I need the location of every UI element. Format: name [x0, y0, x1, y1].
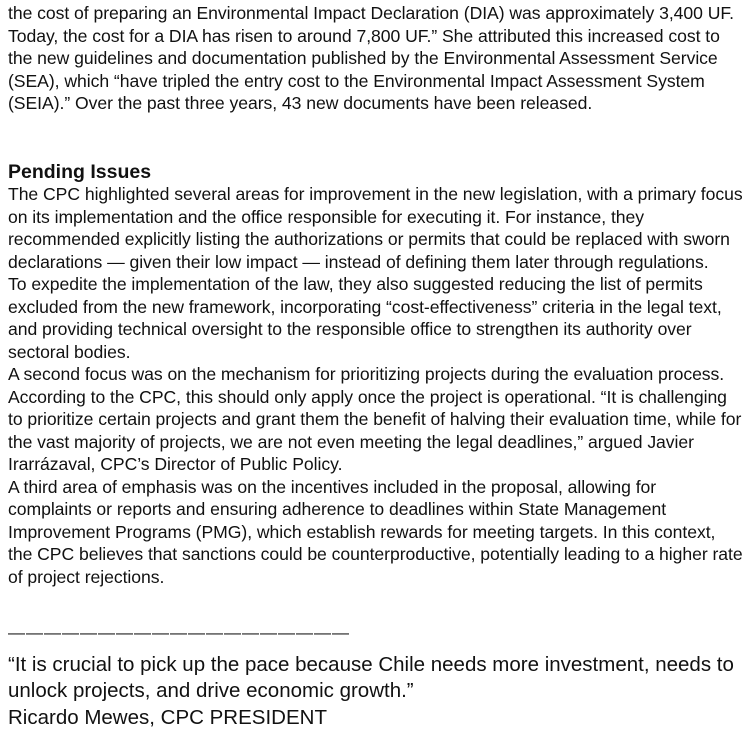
body-paragraph-2: To expedite the implementation of the law, they also suggested reducing the list of permits excluded from the new framework, incorporating “cost-effectiveness” criteria in the legal text, and providing technical oversight to the responsible office to strengthen its authority over sectoral bodies. [8, 274, 722, 362]
section-body [8, 183, 743, 588]
pull-quote-text: “It is crucial to pick up the pace because Chile needs more investment, needs to unlock projects, and drive economic growth.” [8, 653, 734, 702]
body-paragraph-1: The CPC highlighted several areas for improvement in the new legislation, with a primary focus on its implementation and the office responsible for executing it. For instance, they recommended explicitly listing the authorizations or permits that could be replaced with sworn declarations — given their low impact — instead of defining them later through regulations. [8, 184, 743, 272]
section-heading: Pending Issues [8, 161, 152, 183]
body-paragraph-4: A third area of emphasis was on the incentives included in the proposal, allowing for complaints or reports and ensuring adherence to deadlines within State Management Improvement Programs (PMG), which establish rewards for meeting targets. In this context, the CPC believes that sanctions could be counterproductive, potentially leading to a higher rate of project rejections. [8, 476, 743, 587]
body-paragraph-3: A second focus was on the mechanism for prioritizing projects during the evaluation process. According to the CPC, this should only apply once the project is operational. “It is challenging to prioritize certain projects and grant them the benefit of halving their evaluation time, while for the vast majority of projects, we are not even meeting the legal deadlines,” argued Javier Irarrázaval, CPC’s Director of Public Policy. [8, 364, 742, 474]
quote-divider: ——————————————————— [8, 623, 350, 642]
intro-paragraph: the cost of preparing an Environmental Impact Declaration (DIA) was approximately 3,400 UF. Today, the cost for a DIA has risen to around 7,800 UF.” She attributed this increased cost to the new guidelines and documentation published by the Environmental Assessment Service (SEA), which “have tripled the entry cost to the Environmental Impact Assessment System (SEIA).” Over the past three years, 43 new documents have been released. [8, 3, 734, 113]
article-page [8, 2, 743, 729]
pull-quote-attribution: Ricardo Mewes, CPC PRESIDENT [8, 706, 327, 729]
